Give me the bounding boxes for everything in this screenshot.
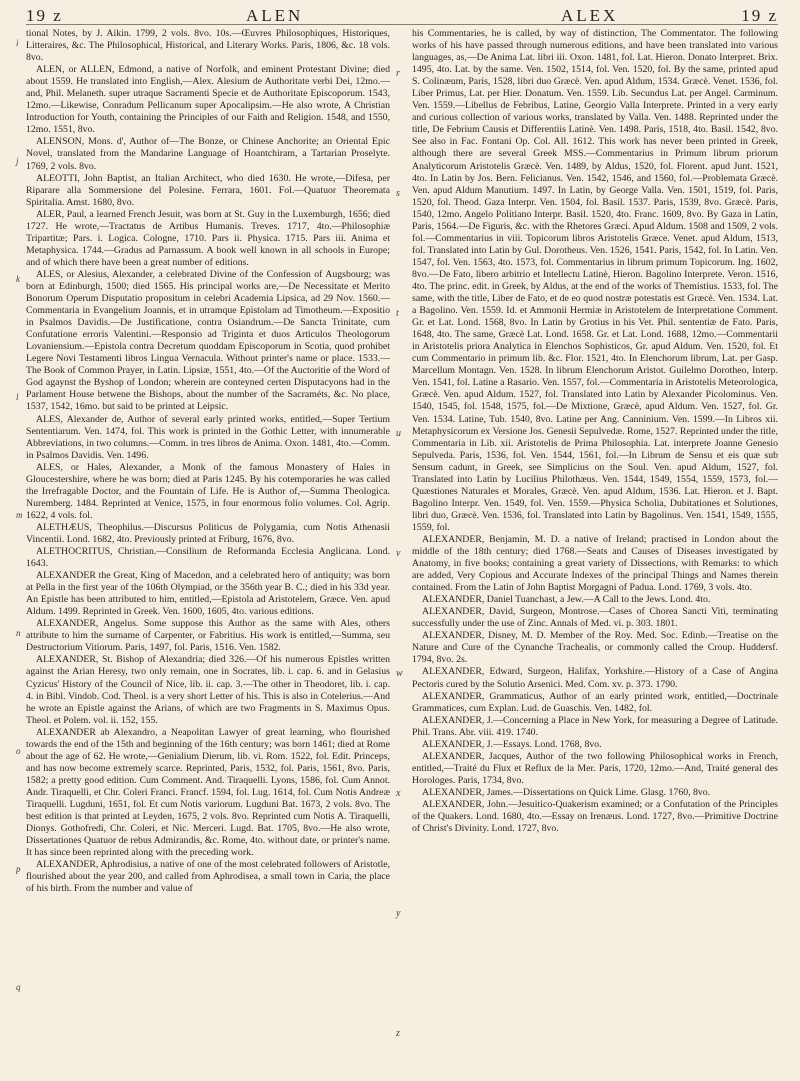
gutter-marker: w: [396, 668, 403, 679]
dictionary-entry: ALEXANDER, Benjamin, M. D. a native of Ireland; practised in London about the middle of the 18th century; died 1768.—Seats and Causes of Diseases investigated by Anatomy, in five books; containing a great variety of Dissections, with Remarks: to which are added, Very Copious and Accurate Indexes of the principal Things and Names therein contained. From the Latin of John Baptist Morgagni of Padua. Lond. 1769, 3 vols. 4to.: [412, 533, 778, 594]
left-column: [26, 28, 390, 1076]
dictionary-entry: ALEXANDER, Aphrodisius, a native of one of the most celebrated followers of Aristotle, flourished about the year 200, and called from Aphrodisea, a small town in Caria, the place of his birth. From the number and value of: [26, 859, 390, 895]
left-margin-marker: i: [16, 38, 19, 48]
left-margin-marker: j: [16, 156, 19, 166]
dictionary-entry: ALEXANDER the Great, King of Macedon, and a celebrated hero of antiquity; was born at Pella in the first year of the 106th Olympiad, or the 356th year B. C.; died in his 33d year. An Epistle has been attributed to him, entitled,—Epistola ad Aristotelem, Græce. Ven. apud Aldum. 1499. Reprinted in Greek. Ven. 1600, 1605, 4to. various editions.: [26, 570, 390, 618]
dictionary-entry: ALER, Paul, a learned French Jesuit, was born at St. Guy in the Luxemburgh, 1656; died 1727. He wrote,—Tractatus de Artibus Humanis. Treves. 1717, 4to.—Philosophiæ Tripartitæ; Pars. i. Logica. Cologne, 1710. Pars ii. Physica. 1715. Pars iii. Anima et Metaphysica. 1744.—Gradus ad Parnassum. A book well known in all schools in Europe; and of which there have been a great number of editions.: [26, 208, 390, 268]
dictionary-entry: ALES, or Hales, Alexander, a Monk of the famous Monastery of Hales in Gloucestershire, where he was born; died at Paris 1245. By his cotemporaries he was called the Irrefragable Doctor, and the Fountain of Life. He is Author of,—Summa Theologica. Nuremberg. 1484. Reprinted at Venice, 1575, in four enormous folio volumes. Col. Agrip. 1622, 4 vols. fol.: [26, 461, 390, 521]
gutter-marker: t: [396, 308, 399, 319]
header-rule: [26, 24, 778, 25]
dictionary-entry: ALEXANDER ab Alexandro, a Neapolitan Lawyer of great learning, who flourished towards the end of the 15th and beginning of the 16th century; was born 1461; died at Rome about the age of 62. He wrote,—Genialium Dierum, lib. vi. Rom. 1522, fol. Edit. Princeps, and has now become extremely scarce. Reprinted, Paris, 1532, fol. Paris, 1561, 8vo. Paris, 1582; a pretty good edition. Cum Comment. And. Tiraquelli. Lyons, 1586, fol. Cum Annot. Andr. Tiraquelli, et Chr. Coleri Franci. Francf. 1594, fol. Lug. 1614, fol. Cum Notis Andreæ Tiraquelli. Lugduni, 1651, fol. Et cum Notis variorum. Lugduni Bat. 1673, 2 vols. 8vo. The best edition is that printed at Leyden, 1675, 2 vols. 8vo. Reprinted cum Notis A. Tiraquelli, Dionys. Gothofredi, Chr. Coleri, et Nic. Merceri. Lugd. Bat. 1705, 8vo.—He also wrote, Dissertationes Quatuor de rebus Admirandis, &c. Rome, 4to. without date, or printer's name. It has since been reprinted along with the preceding work.: [26, 726, 390, 859]
dictionary-entry: ALEXANDER, Edward, Surgeon, Halifax, Yorkshire.—History of a Case of Angina Pectoris cured by the Solutio Arsenici. Med. Com. xv. p. 373. 1790.: [412, 666, 778, 690]
left-margin-marker: o: [16, 746, 21, 756]
left-margin-marker: q: [16, 982, 21, 992]
dictionary-entry: ALEXANDER, James.—Dissertations on Quick Lime. Glasg. 1760, 8vo.: [422, 786, 711, 798]
dictionary-entry: ALEXANDER, Grammaticus, Author of an early printed work, entitled,—Doctrinale Grammatices, cum Explan. Lud. de Guaschis. Ven. 1482, fol.: [412, 690, 778, 714]
section-markers-gutter: [396, 28, 408, 1076]
left-margin-marker: k: [16, 274, 20, 284]
page-number-right: 19 z: [741, 6, 778, 25]
dictionary-entry: ALES, or Alesius, Alexander, a celebrated Divine of the Confession of Augsbourg; was born at Edinburgh, 1500; died 1565. His principal works are,—De Necessitate et Merito Bonorum Operum Disputatio propositum in celebri Academia Lipsica, ad 29 Nov. 1560.—Commentaria in Evangelium Joannis, et in utramque Epistolam ad Timotheum.—Expositio in Psalmos Davidis.—De Justificatione, contra Osiandrum.—De Sancta Trinitate, cum Confutatione erroris Valentini.—Responsio ad Triginta et duos Articulos Theologorum Lovaniensium.—Epistola contra Decretum quoddam Episcoporum in Scotia, quod prohibet Legere Novi Testamenti libros Lingua Vernacula. Without printer's name or place. 1533.—The Book of Common Prayer, in Latin. Lipsiæ, 1551, 4to.—Of the Auctoritie of the Word of God agaynst the Byshop of London; wherein are conteyned certen Disputacyons had in the Parlament House betwene the Bishops, about the number of the Sacraméts, &c. No place, 1537, 1542, 16mo. but said to be printed at Leipsic.: [26, 268, 390, 413]
gutter-marker: u: [396, 428, 401, 439]
gutter-marker: z: [396, 1028, 400, 1039]
dictionary-entry: tional Notes, by J. Aikin. 1799, 2 vols. 8vo. 10s.—Œuvres Philosophiques, Historiques, Litteraires, &c. The Philosophical, Historical, and Literary Works. Paris, 1806, &c. 18 vols. 8vo.: [26, 28, 390, 64]
page-number-left: 19 z: [26, 6, 63, 25]
right-column: [412, 28, 778, 1076]
dictionary-entry: ALES, Alexander de, Author of several early printed works, entitled,—Super Tertium Sententiarum. Ven. 1474, fol. This work is printed in the Gothic Letter, with innumerable Abbreviations, in two columns.—Comm. in tres libros de Anima. Oxon. 1481, 4to.—Comm. in Psalmos Davidis. Ven. 1496.: [26, 413, 390, 461]
dictionary-entry: ALEN, or ALLEN, Edmond, a native of Norfolk, and eminent Protestant Divine; died about 1559. He translated into English,—Alex. Alesium de Authoritate verbi Dei, 12mo.—and, Phil. Melaneth. super utraque Sacramenti Specie et de Authoritate Episcoporum. 1543, 12mo.—Likewise, Conradum Pellicanum super Apocalipsim.—He also wrote, A Christian Introduction for Youth, containing the Principles of our Faith and Religion. 1548, and 1550, 12mo. 1551, 8vo.: [26, 64, 390, 136]
gutter-marker: v: [396, 548, 401, 559]
dictionary-entry: ALETHOCRITUS, Christian.—Consilium de Reformanda Ecclesia Anglicana. Lond. 1643.: [26, 546, 390, 570]
running-title-left: ALEN: [246, 6, 304, 25]
running-header: [26, 6, 778, 26]
dictionary-entry: ALEXANDER, Angelus. Some suppose this Author as the same with Ales, others attribute to him the surname of Carpenter, or Fabritius. His work is entitled,—Summa, seu Destructorium Vitiorum. Paris, 1497, fol. Paris, 1516. Ven. 1582.: [26, 618, 390, 654]
left-margin-marker: l: [16, 392, 19, 402]
dictionary-entry: ALEXANDER, Daniel Tuanchast, a Jew.—A Call to the Jews. Lond. 4to.: [422, 594, 711, 606]
dictionary-entry: ALEXANDER, J.—Essays. Lond. 1768, 8vo.: [422, 738, 602, 750]
dictionary-entry: ALEOTTI, John Baptist, an Italian Architect, who died 1630. He wrote,—Difesa, per Riparare alla Sommersione del Polesine. Ferrara, 1601. Fol.—Quatuor Theoremata Spiritalia. Amst. 1680, 8vo.: [26, 172, 390, 208]
dictionary-entry: his Commentaries, he is called, by way of distinction, The Commentator. The following works of his have passed through numerous editions, and have been translated into various languages, as,—De Anima Lat. libri iii. Oxon. 1481, fol. Lat. Hieron. Donato Interpret. Brix. 1495, 4to. Lat. by the same. Ven. 1502, 1514, fol. Ven. 1520, fol. By the same, printed apud S. Colinæum, Paris, 1528, libri duo Græcè. Ven. apud Aldum, 1534. Græcè. Venet. 1536, fol. Liber Primus, Lat. per Hier. Donatum. Ven. 1559. Lib. Secundus Lat. per Angel. Carminum. Ven. 1559.—Libellus de Febribus, Latine, Georgio Valla Interprete. Printed in a very early and curious collection of various works, translated by Valla. Ven. 1488. Reprinted under the title, De Febrium Causis et Differentiis Latinè. Ven. 1498. Paris, 1518, 4to. Basil. 1542, 8vo. See also in Fac. Fontani Op. Col. All. 1612. This work has never been printed in Greek, although there are several Greek MSS.—Commentarius in Primum librum priorum Analyticorum Aristotelis Græcè. Ven. 1489, by Aldus, 1520, fol. Florent. apud Junt. 1521, 4to. In Latin by Jos. Bern. Felicianus. Ven. 1542, 1546, and 1560, fol.—Problemata Græcè. Ven. apud Aldum Manutium. 1497. In Latin, by George Valla. Ven. 1501, 1519, fol. Paris, 1520, fol. Theod. Gaza Interpr. Ven. 1504, fol. Basil. 1537. Paris, 1539, 8vo. Græcè. Paris, 1540, 12mo. Angelo Politiano Interpr. Basil. 1520, 4to. Franc. 1609, 8vo. By Gaza in Latin, Paris, 1564.—De Figuris, &c. with the Rhetores Græci. Apud Aldum. 1508 and 1509, 2 vols. fol.—Commentarius in viii. Topicorum libros Aristotelis Græce. Venet. apud Aldum, 1513, fol. Translated into Latin by Gul. Dorotheus. Ven. 1526, 1541. Paris, 1542, fol. In Latin. Ven. 1547, fol. Ven. 1563, 4to. 1573, fol. Commentarius in librum primum Topicorum. Ing. 1602, 8vo.—De Fato, libero arbitrio et Intellectu Latinè, Hieron. Bagolino Interprete. Veron. 1516, 4to. The princ. edit. in Greek, by Aldus, at the end of the works of Themistius. 1533, fol. The same, with the title, Liber de Fato, et de eo quod nostræ potestatis est Græcè. Ven. 1534. Lat. a Bagolino. Ven. 1559. Id. et Ammonii Hermiæ in Aristotelem de Interpretatione Comment. Gr. et Lat. Lond. 1568, 8vo. In Latin by Grotius in his Vet. Phil. sententiæ de Fato. Paris, 1648, 4to. The same, Græcè Lat. Lond. 1658. Gr. et Lat. Lond. 1688, 12mo.—Commentarii in Aristotelis priora Analytica in Elenchos Sophisticos, Gr. apud Aldum. Ven. 1520, fol. Et cum Commentario in primum lib. &c. Flor. 1521, 4to. In Elenchorum librum, Lat. per Gasp. Marcellum Montagn. Ven. 1528. In librum Elenchorum Aristot. Guilelmo Dorotheo, Interp. Ven. 1541, fol. Latine a Rasario. Ven. 1557, fol.—Commentaria in Aristotelis Meteorologica, Græcè. Ven. apud Aldum. 1527, fol. Translated into Latin by Alexander Picolominus. Ven. 1540, 1545, fol. 1548, 1575, fol.—De Mixtione, Græcè, apud Aldum. Ven. 1527, fol. Gr. Ven. 1534. Latine, Tub. 1540, 8vo. Latine per Ang. Canninium. Ven. 1599.—In Libros xii. Metaphysicorum ex Versione Jos. Genesii Sepulvedæ. Rome, 1527. Reprinted under the title, Commentaria in Lib. xii. Aristotelis de Prima Philosophia. Lat. interprete Joanne Genesio Sepulveda. Paris, 1536, fol. Ven. 1544, 1561, fol.—In Librum de Sensu et eis quæ sub Sensum cadunt, in Greek, see Simplicius on the Soul. Ven. apud Aldum, 1527, fol. Translated into Latin by Lucilius Philothæus. Ven. 1544, 1549, 1554, 1559, 1573, fol.—Quæstiones Naturales et Morales, Græcè. Ven. apud Aldum, 1536. Lat. Hieron. et J. Bapt. Bagolino Interpr. Ven. 1549, fol. Ven. 1559.—Physica Scholia, Dubitationes et Solutiones, libri duo, Græcè. Ven. 1536, fol. Translated into Latin by Bagolinus. Ven. 1541, 1549, 1555, 1559, fol.: [412, 28, 778, 533]
left-margin-marker: p: [16, 864, 21, 874]
dictionary-entry: ALEXANDER, Jacques, Author of the two following Philosophical works in French, entitled,—Traité du Flux et Reflux de la Mer. Paris, 1720, 12mo.—And, Traité general des Horologes. Paris, 1734, 8vo.: [412, 750, 778, 786]
dictionary-entry: ALEXANDER, John.—Jesuitico-Quakerism examined; or a Confutation of the Principles of the Quakers. Lond. 1680, 4to.—Essay on Irenæus. Lond. 1727, 8vo.—Primitive Doctrine of Christ's Divinity. Lond. 1727, 8vo.: [412, 799, 778, 835]
gutter-marker: s: [396, 188, 400, 199]
dictionary-entry: ALEXANDER, Disney, M. D. Member of the Roy. Med. Soc. Edinb.—Treatise on the Nature and Cure of the Cynanche Trachealis, or commonly called the Croup. Huddersf. 1794, 8vo. 2s.: [412, 630, 778, 666]
left-margin-marker: m: [16, 510, 23, 520]
dictionary-entry: ALEXANDER, J.—Concerning a Place in New York, for measuring a Degree of Latitude. Phil. Trans. Abr. viii. 419. 1740.: [412, 714, 778, 738]
gutter-marker: x: [396, 788, 401, 799]
dictionary-entry: ALEXANDER, David, Surgeon, Montrose.—Cases of Chorea Sancti Viti, terminating successfully under the use of Zinc. Annals of Med. vi. p. 303. 1801.: [412, 606, 778, 630]
dictionary-entry: ALEXANDER, St. Bishop of Alexandria; died 326.—Of his numerous Epistles written against the Arian Heresy, two only remain, one in Socrates, lib. i. cap. 6. and in Gelasius Cyzicus' History of the Council of Nice, lib. ii. cap. 3.—The other in Theodoret, lib. i. cap. 4. in Bibl. Vindob. Cod. Theol. is a very short Letter of his. This is also in Cotelerius.—And he wrote an Epistle against the Arians, of which are two Fragments in S. Maximus Opus. Theol. et Polem. vol. ii. 152, 155.: [26, 654, 390, 726]
gutter-marker: r: [396, 68, 400, 79]
left-margin-marker: n: [16, 628, 21, 638]
gutter-marker: y: [396, 908, 401, 919]
running-title-right: ALEX: [561, 6, 619, 25]
dictionary-entry: ALETHÆUS, Theophilus.—Discursus Politicus de Polygamia, cum Notis Athenasii Vincentii. Lond. 1682, 4to. Previously printed at Friburg, 1676, 8vo.: [26, 521, 390, 545]
dictionary-entry: ALENSON, Mons. d', Author of—The Bonze, or Chinese Anchorite; an Oriental Epic Novel, translated from the Mandarine Language of Hoantchiram, a Tartarian Proselyte. 1769, 2 vols. 8vo.: [26, 136, 390, 172]
